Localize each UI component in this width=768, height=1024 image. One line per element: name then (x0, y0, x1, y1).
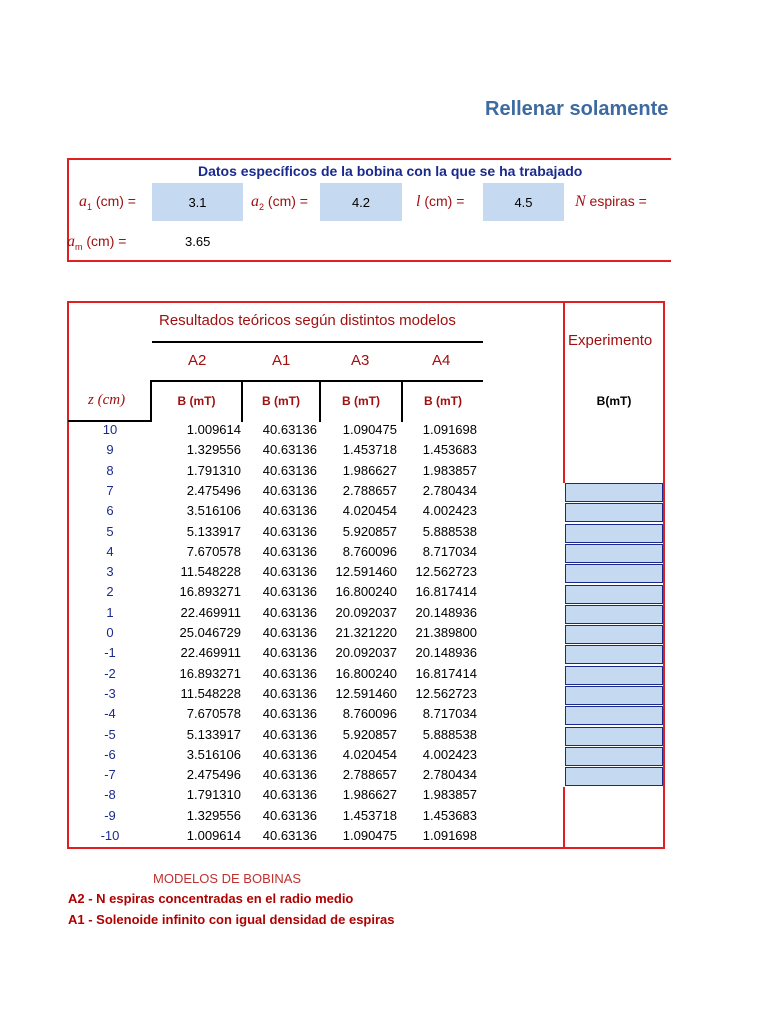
b-value-a1: 40.63136 (262, 523, 317, 539)
b-value-a4: 20.148936 (415, 645, 477, 661)
table-row (68, 422, 477, 442)
b-value-a1: 40.63136 (262, 503, 317, 519)
b-value-a1: 40.63136 (262, 685, 317, 701)
b-value-a1: 40.63136 (262, 543, 317, 559)
b-value-a3: 1.090475 (342, 422, 397, 437)
b-value-a4: 1.091698 (422, 828, 477, 843)
b-value-a3: 1.453718 (342, 807, 397, 823)
b-header-a1: B (mT) (262, 394, 300, 408)
b-value-a2: 11.548228 (180, 564, 241, 580)
b-value-a2: 22.469911 (180, 604, 241, 620)
experiment-input-cell[interactable] (565, 564, 663, 583)
z-value: -7 (104, 767, 116, 783)
b-value-a4: 8.717034 (422, 543, 477, 559)
legend-title: MODELOS DE BOBINAS (153, 871, 302, 886)
b-value-a4: 21.389800 (415, 625, 477, 640)
b-value-a3: 8.760096 (342, 543, 397, 559)
experiment-input-cell[interactable] (565, 544, 663, 563)
experiment-input-cell[interactable] (565, 645, 663, 664)
b-value-a4: 12.562723 (415, 564, 477, 580)
b-value-a4: 16.817414 (415, 584, 477, 600)
table-row (68, 463, 477, 483)
b-value-a2: 7.670578 (186, 706, 241, 722)
z-value: -1 (104, 645, 116, 661)
b-value-a1: 40.63136 (262, 828, 317, 843)
b-value-a2: 5.133917 (186, 523, 241, 539)
b-value-a1: 40.63136 (262, 746, 317, 762)
b-value-a1: 40.63136 (262, 564, 317, 580)
b-value-a1: 40.63136 (262, 767, 317, 783)
legend-item-a2: A2 - N espiras concentradas en el radio medio (68, 891, 354, 906)
table-row (68, 727, 477, 747)
b-value-a2: 1.791310 (186, 462, 241, 478)
b-value-a4: 1.983857 (422, 787, 477, 803)
b-value-a4: 16.817414 (415, 665, 477, 681)
b-value-a2: 11.548228 (180, 685, 241, 701)
experiment-input-cell[interactable] (565, 483, 663, 502)
a1-input[interactable]: 3.1 (152, 183, 243, 221)
table-row (68, 828, 477, 848)
b-value-a1: 40.63136 (262, 706, 317, 722)
z-value: 6 (106, 503, 114, 519)
table-row (68, 483, 477, 503)
b-header-a3: B (mT) (342, 394, 380, 408)
experiment-input-cell[interactable] (565, 585, 663, 604)
table-row (68, 605, 477, 625)
b-value-a4: 8.717034 (422, 706, 477, 722)
legend-item-a1: A1 - Solenoide infinito con igual densidad de espiras (68, 912, 395, 927)
b-value-a2: 3.516106 (186, 503, 241, 519)
experiment-heading: Experimento (568, 332, 653, 349)
b-value-a2: 1.791310 (186, 787, 241, 803)
experiment-input-cell[interactable] (565, 605, 663, 624)
z-value: -10 (100, 828, 120, 843)
table-row (68, 524, 477, 544)
z-header: z (cm) (88, 392, 126, 408)
z-value: 5 (106, 523, 114, 539)
b-value-a2: 25.046729 (179, 625, 241, 640)
b-value-a2: 2.475496 (186, 482, 241, 498)
z-value: -9 (104, 807, 116, 823)
b-value-a1: 40.63136 (262, 442, 317, 458)
a2-label: $a_2$ (cm) = (251, 193, 308, 212)
table-row (68, 503, 477, 523)
z-value: 8 (106, 462, 114, 478)
table-row (68, 544, 477, 564)
am-label: $a_m$ (cm) = (67, 233, 127, 252)
b-value-a3: 1.986627 (342, 787, 397, 803)
experiment-input-cell[interactable] (565, 524, 663, 543)
experiment-divider-bottom (563, 787, 565, 849)
z-value: -3 (104, 685, 116, 701)
experiment-input-cell[interactable] (565, 727, 663, 746)
b-value-a3: 5.920857 (342, 726, 397, 742)
n-turns-label: N espiras = (575, 193, 647, 210)
z-value: -2 (104, 665, 116, 681)
b-value-a2: 7.670578 (186, 543, 241, 559)
z-value: -6 (104, 746, 116, 762)
model-header-a2: A2 (188, 352, 207, 369)
b-value-a4: 4.002423 (422, 746, 477, 762)
b-value-a2: 1.009614 (186, 828, 241, 843)
z-value: 9 (106, 442, 114, 458)
z-value: 3 (106, 564, 114, 580)
model-header-a1: A1 (272, 352, 291, 369)
z-value: 0 (106, 625, 114, 640)
z-value: 2 (106, 584, 114, 600)
z-value: -5 (104, 726, 116, 742)
table-row (68, 767, 477, 787)
b-value-a4: 4.002423 (422, 503, 477, 519)
b-value-a4: 1.091698 (422, 422, 477, 437)
b-value-a3: 8.760096 (342, 706, 397, 722)
b-value-a3: 21.321220 (335, 625, 397, 640)
b-header-a2: B (mT) (177, 394, 216, 408)
b-value-a2: 16.893271 (179, 584, 241, 600)
b-value-a3: 1.453718 (342, 442, 397, 458)
b-value-a2: 16.893271 (179, 665, 241, 681)
b-value-a2: 1.329556 (186, 807, 241, 823)
b-value-a1: 40.63136 (262, 787, 317, 803)
b-value-a4: 2.780434 (422, 767, 477, 783)
b-value-a1: 40.63136 (262, 604, 317, 620)
b-header-rule (150, 380, 483, 382)
b-value-a1: 40.63136 (262, 807, 317, 823)
b-value-a2: 5.133917 (186, 726, 241, 742)
l-input[interactable]: 4.5 (483, 183, 564, 221)
table-row (68, 706, 477, 726)
b-value-a3: 12.591460 (335, 564, 397, 580)
table-row (68, 747, 477, 767)
table-row (68, 584, 477, 604)
experiment-divider-top (563, 301, 565, 483)
z-value: 1 (106, 604, 114, 620)
page-title: Rellenar solamente (485, 98, 669, 120)
b-value-a4: 2.780434 (422, 482, 477, 498)
experiment-input-cell[interactable] (565, 666, 663, 685)
b-value-a3: 12.591460 (335, 685, 397, 701)
models-rule (152, 341, 483, 343)
b-value-a3: 2.788657 (342, 482, 397, 498)
model-header-a4: A4 (432, 352, 451, 369)
b-value-a1: 40.63136 (262, 584, 317, 600)
experiment-input-cell[interactable] (565, 686, 663, 705)
experiment-input-cell[interactable] (565, 767, 663, 786)
z-value: 7 (106, 482, 114, 498)
table-row (68, 442, 477, 462)
b-value-a4: 5.888538 (422, 523, 477, 539)
experiment-input-cell[interactable] (565, 747, 663, 766)
b-value-a3: 5.920857 (342, 523, 397, 539)
z-value: -8 (104, 787, 116, 803)
b-value-a3: 20.092037 (335, 645, 397, 661)
table-row (68, 686, 477, 706)
b-value-a4: 12.562723 (415, 685, 477, 701)
b-value-a3: 20.092037 (335, 604, 397, 620)
b-value-a3: 1.090475 (342, 828, 397, 843)
table-row (68, 808, 477, 828)
b-value-a2: 22.469911 (180, 645, 241, 661)
b-header-a4: B (mT) (424, 394, 462, 408)
l-label: l (cm) = (416, 193, 465, 210)
b-value-a1: 40.63136 (262, 482, 317, 498)
b-value-a4: 1.983857 (422, 462, 477, 478)
b-value-a1: 40.63136 (262, 665, 317, 681)
b-value-a4: 20.148936 (415, 604, 477, 620)
experiment-input-cell[interactable] (565, 706, 663, 725)
table-row (68, 625, 477, 645)
b-value-a2: 3.516106 (186, 746, 241, 762)
b-value-a4: 5.888538 (422, 726, 477, 742)
model-header-a3: A3 (351, 352, 370, 369)
b-value-a2: 2.475496 (186, 767, 241, 783)
b-value-a4: 1.453683 (422, 807, 477, 823)
results-heading: Resultados teóricos según distintos modelos (159, 312, 456, 329)
z-value: -4 (104, 706, 116, 722)
b-value-a1: 40.63136 (262, 726, 317, 742)
coil-data-heading: Datos específicos de la bobina con la que se ha trabajado (198, 163, 583, 179)
experiment-input-cell[interactable] (565, 503, 663, 522)
am-value: 3.65 (185, 234, 211, 249)
a2-input[interactable]: 4.2 (320, 183, 402, 221)
b-value-a3: 16.800240 (335, 665, 397, 681)
z-value: 4 (106, 543, 114, 559)
b-value-a1: 40.63136 (262, 422, 317, 437)
a1-label: $a_1$ (cm) = (79, 193, 136, 212)
b-value-a3: 4.020454 (342, 503, 397, 519)
table-row (68, 787, 477, 807)
experiment-input-cell[interactable] (565, 625, 663, 644)
b-value-a3: 2.788657 (342, 767, 397, 783)
b-value-a3: 16.800240 (335, 584, 397, 600)
experiment-b-header: B(mT) (596, 394, 632, 408)
b-value-a2: 1.009614 (186, 422, 241, 437)
b-value-a3: 4.020454 (342, 746, 397, 762)
z-value: 10 (102, 422, 118, 437)
b-value-a2: 1.329556 (186, 442, 241, 458)
table-row (68, 666, 477, 686)
b-value-a4: 1.453683 (422, 442, 477, 458)
b-value-a1: 40.63136 (262, 462, 317, 478)
table-row (68, 645, 477, 665)
b-value-a1: 40.63136 (262, 645, 317, 661)
b-value-a1: 40.63136 (262, 625, 317, 640)
table-row (68, 564, 477, 584)
b-value-a3: 1.986627 (342, 462, 397, 478)
